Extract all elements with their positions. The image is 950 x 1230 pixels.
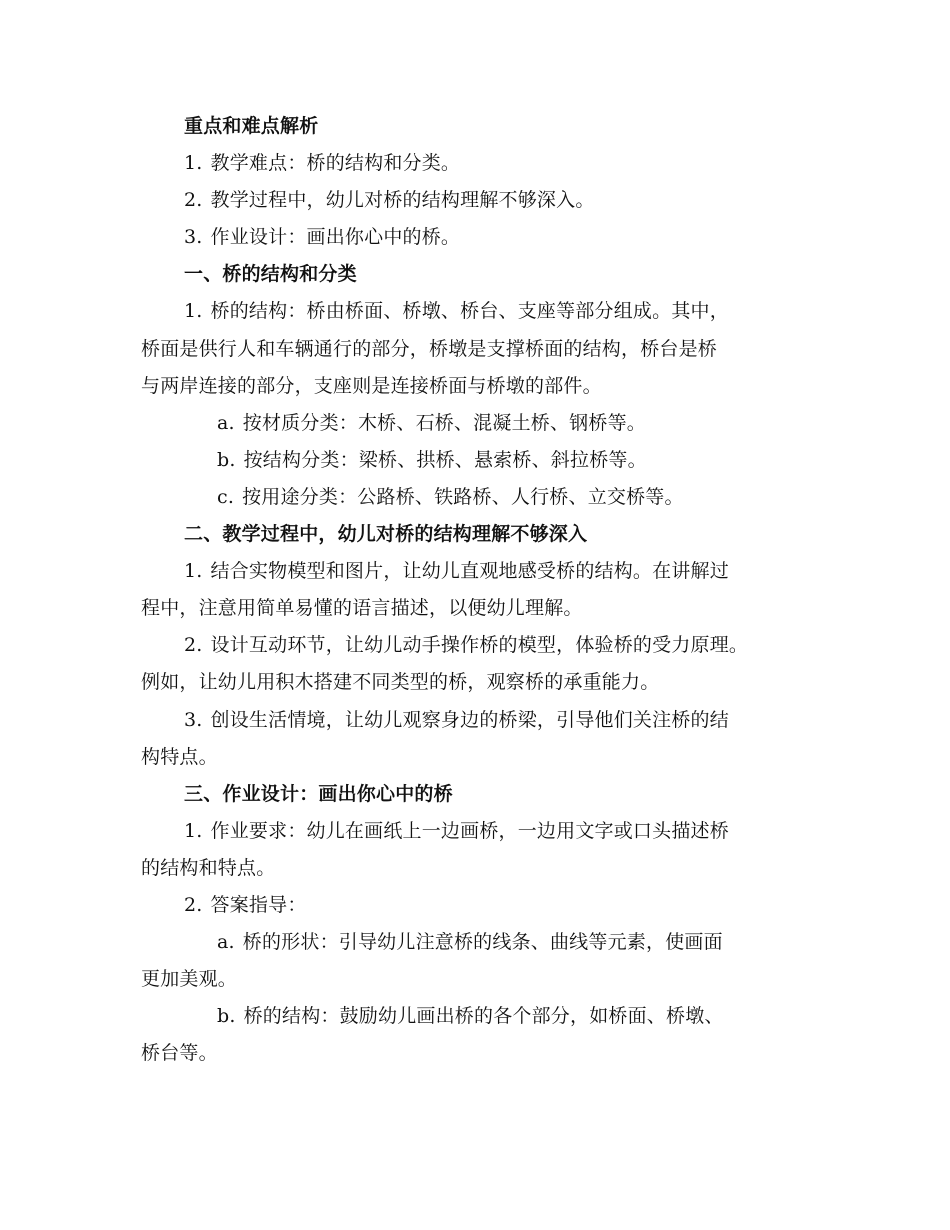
paragraph-line: 更加美观。: [141, 968, 238, 991]
item-text: 桥的形状：引导幼儿注意桥的线条、曲线等元素，使画面: [242, 931, 723, 954]
paragraph-line: [141, 627, 821, 664]
paragraph-line: 桥台等。: [141, 1042, 218, 1065]
paragraph-line: [141, 702, 821, 739]
item-text: 教学过程中，幼儿对桥的结构理解不够深入。: [210, 189, 595, 212]
section-title: 一、桥的结构和分类: [184, 263, 357, 286]
sub-item: [141, 924, 821, 961]
sub-item: [141, 405, 821, 442]
item-text: 教学难点：桥的结构和分类。: [210, 152, 461, 175]
overview-item: [141, 182, 821, 219]
item-letter: b.: [217, 1005, 236, 1028]
item-number: 1.: [184, 152, 203, 175]
item-text: 创设生活情境，让幼儿观察身边的桥梁，引导他们关注桥的结: [210, 708, 729, 731]
item-number: 1.: [184, 560, 203, 583]
paragraph-line: 构特点。: [141, 745, 218, 768]
item-text: 作业设计：画出你心中的桥。: [210, 226, 461, 249]
item-number: 2.: [184, 893, 203, 916]
item-text: 按结构分类：梁桥、拱桥、悬索桥、斜拉桥等。: [243, 448, 647, 471]
item-text: 结合实物模型和图片，让幼儿直观地感受桥的结构。在讲解过: [210, 560, 729, 583]
item-letter: a.: [217, 931, 235, 954]
item-number: 2.: [184, 189, 203, 212]
item-text: 桥的结构：桥由桥面、桥墩、桥台、支座等部分组成。其中，: [210, 300, 729, 323]
paragraph-line: 与两岸连接的部分，支座则是连接桥面与桥墩的部件。: [141, 374, 602, 397]
sub-item: [141, 998, 821, 1035]
item-text: 设计互动环节，让幼儿动手操作桥的模型，体验桥的受力原理。: [210, 634, 749, 657]
overview-item: [141, 219, 821, 256]
sub-item: [141, 479, 821, 516]
item-letter: a.: [217, 411, 235, 434]
item-text: 按用途分类：公路桥、铁路桥、人行桥、立交桥等。: [242, 485, 684, 508]
item-number: 2.: [184, 634, 203, 657]
sub-item: [141, 442, 821, 479]
item-number: 1.: [184, 300, 203, 323]
overview-item: [141, 145, 821, 182]
item-number: 3.: [184, 708, 203, 731]
paragraph-line: 程中，注意用简单易懂的语言描述，以便幼儿理解。: [141, 597, 583, 620]
section-title: 三、作业设计：画出你心中的桥: [184, 782, 453, 805]
paragraph-line: [141, 813, 821, 850]
item-number: 3.: [184, 226, 203, 249]
paragraph-line: 桥面是供行人和车辆通行的部分，桥墩是支撑桥面的结构，桥台是桥: [141, 337, 718, 360]
document-body: [141, 108, 821, 1072]
item-letter: b.: [217, 448, 236, 471]
item-text: 答案指导：: [210, 893, 307, 916]
paragraph-line: [141, 293, 821, 330]
section-heading: 重点和难点解析: [184, 115, 319, 137]
paragraph-line: 的结构和特点。: [141, 856, 276, 879]
paragraph-line: [141, 553, 821, 590]
item-text: 按材质分类：木桥、石桥、混凝土桥、钢桥等。: [242, 411, 646, 434]
paragraph-line: 例如，让幼儿用积木搭建不同类型的桥，观察桥的承重能力。: [141, 671, 660, 694]
item-text: 桥的结构：鼓励幼儿画出桥的各个部分，如桥面、桥墩、: [243, 1005, 724, 1028]
section-title: 二、教学过程中，幼儿对桥的结构理解不够深入: [184, 523, 588, 546]
item-text: 作业要求：幼儿在画纸上一边画桥，一边用文字或口头描述桥: [210, 819, 729, 842]
item-number: 1.: [184, 819, 203, 842]
paragraph-line: [141, 887, 821, 924]
item-letter: c.: [217, 485, 235, 508]
